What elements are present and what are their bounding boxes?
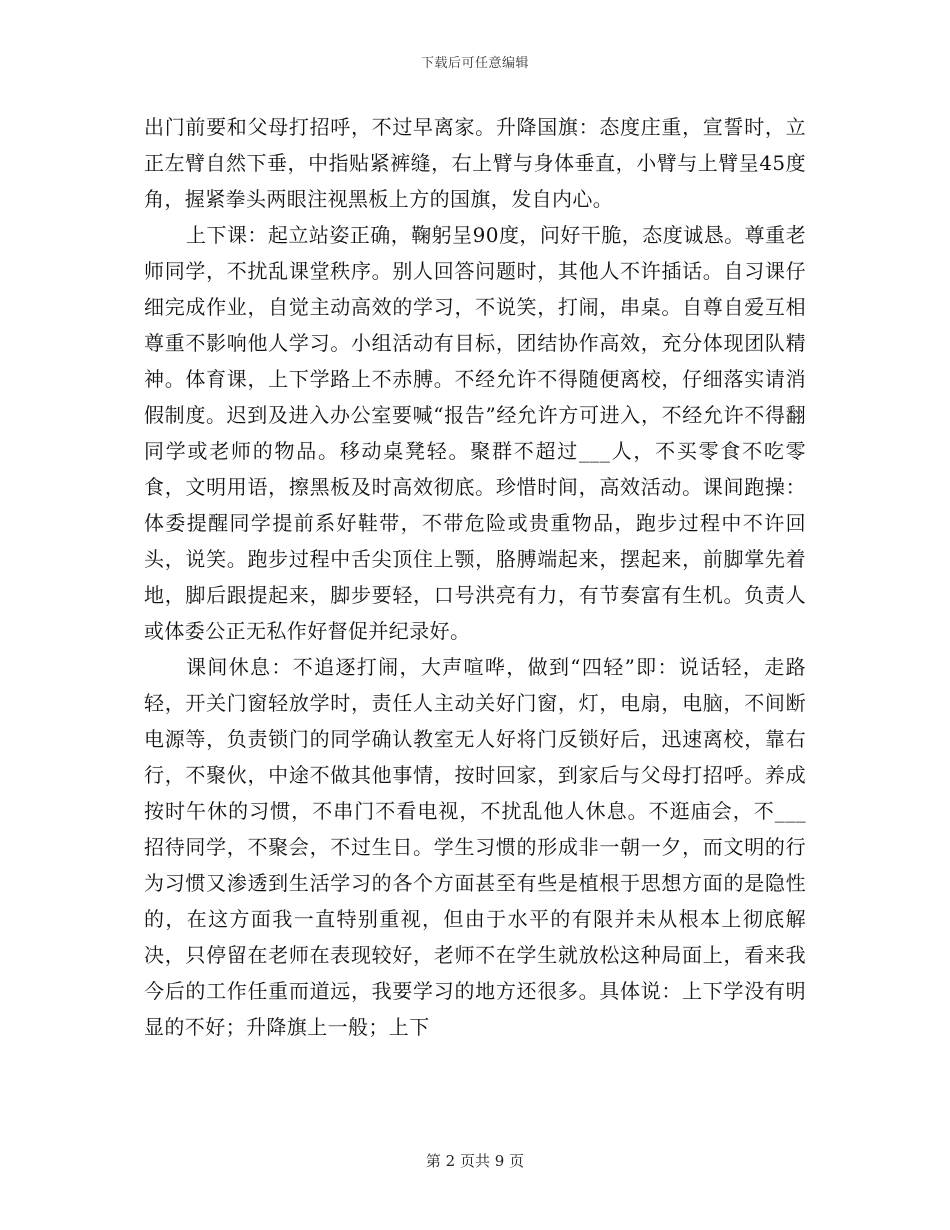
page-number: 第 2 页共 9 页 (425, 1152, 525, 1170)
paragraph-flag-ceremony: 出门前要和父母打招呼，不过早离家。升降国旗：态度庄重，宣誓时，立正左臂自然下垂，中指贴紧裤缝，右上臂与身体垂直，小臂与上臂呈45度角，握紧拳头两眼注视黑板上方的国旗，发自内心。 (144, 115, 806, 211)
paragraph-class-rules: 上下课：起立站姿正确，鞠躬呈90度，问好干脆，态度诚恳。尊重老师同学，不扰乱课堂秩序。别人回答问题时，其他人不许插话。自习课仔细完成作业，自觉主动高效的学习，不说笑，打闹，串桌。自尊自爱互相尊重不影响他人学习。小组活动有目标，团结协作高效，充分体现团队精神。体育课，上下学路上不赤膊。不经允许不得随便离校，仔细落实请消假制度。迟到及进入办公室要喊“报告”经允许方可进入，不经允许不得翻同学或老师的物品。移动桌凳轻。聚群不超过___人，不买零食不吃零食，文明用语，擦黑板及时高效彻底。珍惜时间，高效活动。课间跑操：体委提醒同学提前系好鞋带，不带危险或贵重物品，跑步过程中不许回头，说笑。跑步过程中舌尖顶住上颚，胳膊端起来，摆起来，前脚掌先着地，脚后跟提起来，脚步要轻，口号洪亮有力，有节奏富有生机。负责人或体委公正无私作好督促并纪录好。 (144, 223, 806, 643)
page-header: 下载后可任意编辑 (420, 56, 529, 71)
document-body (144, 109, 806, 1045)
paragraph-break-rules: 课间休息：不追逐打闹，大声喧哗，做到“四轻”即：说话轻，走路轻，开关门窗轻放学时，责任人主动关好门窗，灯，电扇，电脑，不间断电源等，负责锁门的同学确认教室无人好将门反锁好后，迅速离校，靠右行，不聚伙，中途不做其他事情，按时回家，到家后与父母打招呼。养成按时午休的习惯，不串门不看电视，不扰乱他人休息。不逛庙会，不___招待同学，不聚会，不过生日。学生习惯的形成非一朝一夕，而文明的行为习惯又渗透到生活学习的各个方面甚至有些是植根于思想方面的是隐性的，在这方面我一直特别重视，但由于水平的有限并未从根本上彻底解决，只停留在老师在表现较好，老师不在学生就放松这种局面上，看来我今后的工作任重而道远，我要学习的地方还很多。具体说：上下学没有明显的不好；升降旗上一般；上下 (144, 655, 806, 1039)
